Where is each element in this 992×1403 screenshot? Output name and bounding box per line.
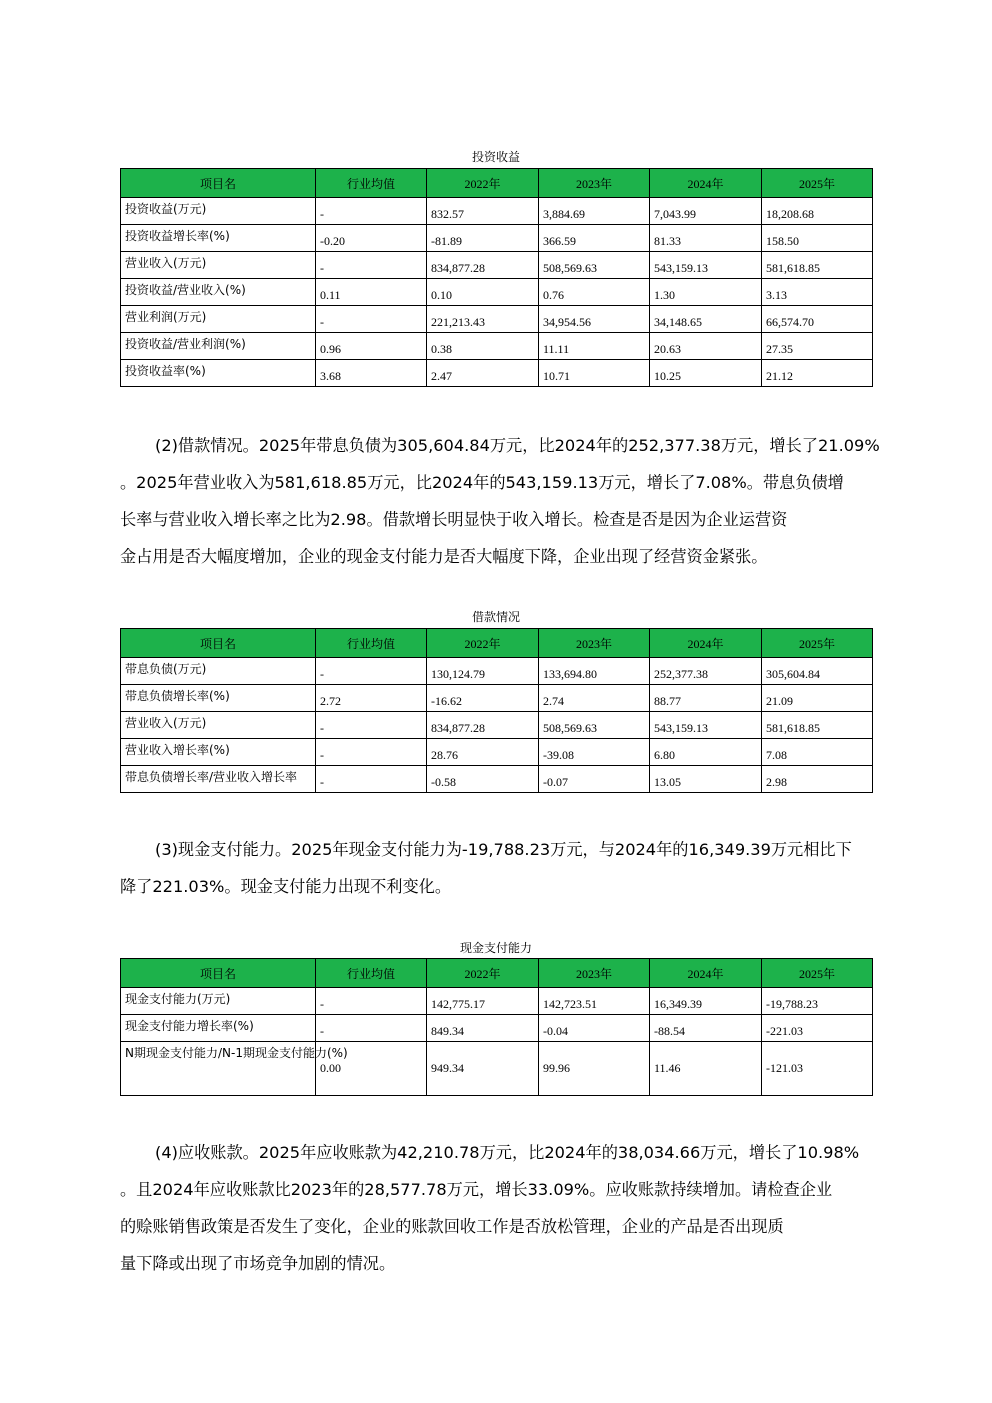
cell-value: 11.11 [539,333,650,360]
cell-value: - [316,766,427,793]
cell-value: -16.62 [427,685,539,712]
cell-value: -0.04 [539,1015,650,1042]
cell-value: 20.63 [650,333,762,360]
cell-value: 366.59 [539,225,650,252]
row-label: 现金支付能力(万元) [121,988,316,1015]
row-label: 营业收入增长率(%) [121,739,316,766]
column-header: 2025年 [762,959,873,988]
row-label: 带息负债增长率(%) [121,685,316,712]
loans-table [120,628,873,793]
column-header: 2025年 [762,169,873,198]
cell-value: -0.07 [539,766,650,793]
table-title: 现金支付能力 [459,941,532,955]
cell-value: 10.25 [650,360,762,387]
cell-value: 2.74 [539,685,650,712]
cell-value: 142,723.51 [539,988,650,1015]
row-label: 投资收益(万元) [121,198,316,225]
cell-value: 543,159.13 [650,252,762,279]
cell-value: 21.12 [762,360,873,387]
cell-value: -88.54 [650,1015,762,1042]
table-header-row [121,169,873,198]
cell-value: 142,775.17 [427,988,539,1015]
cell-value: 6.80 [650,739,762,766]
table-row [121,360,873,387]
cell-value: -121.03 [762,1042,873,1096]
cell-value: 99.96 [539,1042,650,1096]
paragraph-line: 金占用是否大幅度增加，企业的现金支付能力是否大幅度下降，企业出现了经营资金紧张。 [120,547,768,566]
cell-value: 10.71 [539,360,650,387]
table-row [121,739,873,766]
table-row [121,225,873,252]
row-label: 投资收益增长率(%) [121,225,316,252]
column-header: 行业均值 [316,629,427,658]
cell-value: 508,569.63 [539,252,650,279]
column-header: 2025年 [762,629,873,658]
column-header: 2022年 [427,629,539,658]
cell-value: 849.34 [427,1015,539,1042]
column-header: 行业均值 [316,169,427,198]
table-header-row [121,959,873,988]
paragraph-line: 。2025年营业收入为581,618.85万元，比2024年的543,159.13万元，增长了7.08%。带息负债增 [120,473,844,492]
paragraph-line: (2)借款情况。2025年带息负债为305,604.84万元，比2024年的252,377.38万元，增长了21.09% [155,436,880,455]
column-header: 2022年 [427,959,539,988]
row-label: 营业收入(万元) [121,712,316,739]
table-row [121,306,873,333]
column-header: 2023年 [539,169,650,198]
cell-value: 2.72 [316,685,427,712]
table-title: 投资收益 [471,150,520,164]
table-title: 借款情况 [471,610,520,624]
column-header: 2022年 [427,169,539,198]
table-row [121,766,873,793]
row-label: 营业收入(万元) [121,252,316,279]
row-label: N期现金支付能力/N-1期现金支付能力(%) [121,1042,316,1096]
row-label: 营业利润(万元) [121,306,316,333]
cell-value: - [316,988,427,1015]
table-row [121,988,873,1015]
cell-value: -39.08 [539,739,650,766]
cell-value: 0.00 [316,1042,427,1096]
table-row [121,685,873,712]
cell-value: -81.89 [427,225,539,252]
cell-value: 3,884.69 [539,198,650,225]
cell-value: -19,788.23 [762,988,873,1015]
row-label: 投资收益/营业收入(%) [121,279,316,306]
cell-value: 34,148.65 [650,306,762,333]
cell-value: 543,159.13 [650,712,762,739]
column-header: 2024年 [650,629,762,658]
cell-value: 21.09 [762,685,873,712]
cell-value: 18,208.68 [762,198,873,225]
cell-value: 834,877.28 [427,252,539,279]
cell-value: 27.35 [762,333,873,360]
cell-value: 7.08 [762,739,873,766]
cell-value: 0.10 [427,279,539,306]
paragraph-line: 长率与营业收入增长率之比为2.98。借款增长明显快于收入增长。检查是否是因为企业运营资 [120,510,788,529]
column-header: 项目名 [121,169,316,198]
cell-value: 581,618.85 [762,252,873,279]
cell-value: 88.77 [650,685,762,712]
cell-value: -0.58 [427,766,539,793]
table-row [121,252,873,279]
investment-income-table [120,168,873,387]
paragraph-line: 。且2024年应收账款比2023年的28,577.78万元，增长33.09%。应收账款持续增加。请检查企业 [120,1180,833,1199]
column-header: 行业均值 [316,959,427,988]
cell-value: 81.33 [650,225,762,252]
cell-value: 2.47 [427,360,539,387]
cell-value: 28.76 [427,739,539,766]
cell-value: -0.20 [316,225,427,252]
cell-value: 0.76 [539,279,650,306]
paragraph-line: (3)现金支付能力。2025年现金支付能力为-19,788.23万元，与2024年的16,349.39万元相比下 [155,840,852,859]
table-row [121,658,873,685]
row-label: 现金支付能力增长率(%) [121,1015,316,1042]
table-row [121,279,873,306]
paragraph-loans [120,427,890,575]
cell-value: - [316,198,427,225]
cell-value: 832.57 [427,198,539,225]
paragraph-line: 量下降或出现了市场竞争加剧的情况。 [120,1254,396,1273]
row-label: 带息负债(万元) [121,658,316,685]
cell-value: 11.46 [650,1042,762,1096]
cell-value: 305,604.84 [762,658,873,685]
cell-value: 3.13 [762,279,873,306]
paragraph-receivables [120,1134,890,1282]
cell-value: 949.34 [427,1042,539,1096]
cash-payment-table [120,958,873,1096]
cell-value: 252,377.38 [650,658,762,685]
cell-value: 7,043.99 [650,198,762,225]
cell-value: -221.03 [762,1015,873,1042]
cell-value: 0.96 [316,333,427,360]
cell-value: - [316,658,427,685]
cell-value: 158.50 [762,225,873,252]
cell-value: 508,569.63 [539,712,650,739]
table-row [121,333,873,360]
cell-value: 0.11 [316,279,427,306]
cell-value: - [316,739,427,766]
table-row [121,712,873,739]
cell-value: 0.38 [427,333,539,360]
cell-value: 130,124.79 [427,658,539,685]
column-header: 2024年 [650,959,762,988]
cell-value: - [316,712,427,739]
row-label: 投资收益率(%) [121,360,316,387]
column-header: 2023年 [539,629,650,658]
cell-value: 581,618.85 [762,712,873,739]
cell-value: 221,213.43 [427,306,539,333]
cell-value: - [316,252,427,279]
row-label: 投资收益/营业利润(%) [121,333,316,360]
cell-value: 2.98 [762,766,873,793]
cell-value: 133,694.80 [539,658,650,685]
cell-value: 13.05 [650,766,762,793]
cell-value: 834,877.28 [427,712,539,739]
table-row [121,1042,873,1096]
paragraph-line: 的赊账销售政策是否发生了变化，企业的账款回收工作是否放松管理，企业的产品是否出现质 [120,1217,784,1236]
cell-value: 34,954.56 [539,306,650,333]
paragraph-cash-payment [120,831,890,905]
cell-value: 16,349.39 [650,988,762,1015]
table-header-row [121,629,873,658]
column-header: 2023年 [539,959,650,988]
column-header: 项目名 [121,629,316,658]
table-row [121,198,873,225]
cell-value: - [316,306,427,333]
cell-value: - [316,1015,427,1042]
table-row [121,1015,873,1042]
cell-value: 3.68 [316,360,427,387]
paragraph-line: (4)应收账款。2025年应收账款为42,210.78万元，比2024年的38,034.66万元，增长了10.98% [155,1143,860,1162]
column-header: 2024年 [650,169,762,198]
column-header: 项目名 [121,959,316,988]
paragraph-line: 降了221.03%。现金支付能力出现不利变化。 [120,877,452,896]
cell-value: 66,574.70 [762,306,873,333]
row-label: 带息负债增长率/营业收入增长率 [121,766,316,793]
cell-value: 1.30 [650,279,762,306]
